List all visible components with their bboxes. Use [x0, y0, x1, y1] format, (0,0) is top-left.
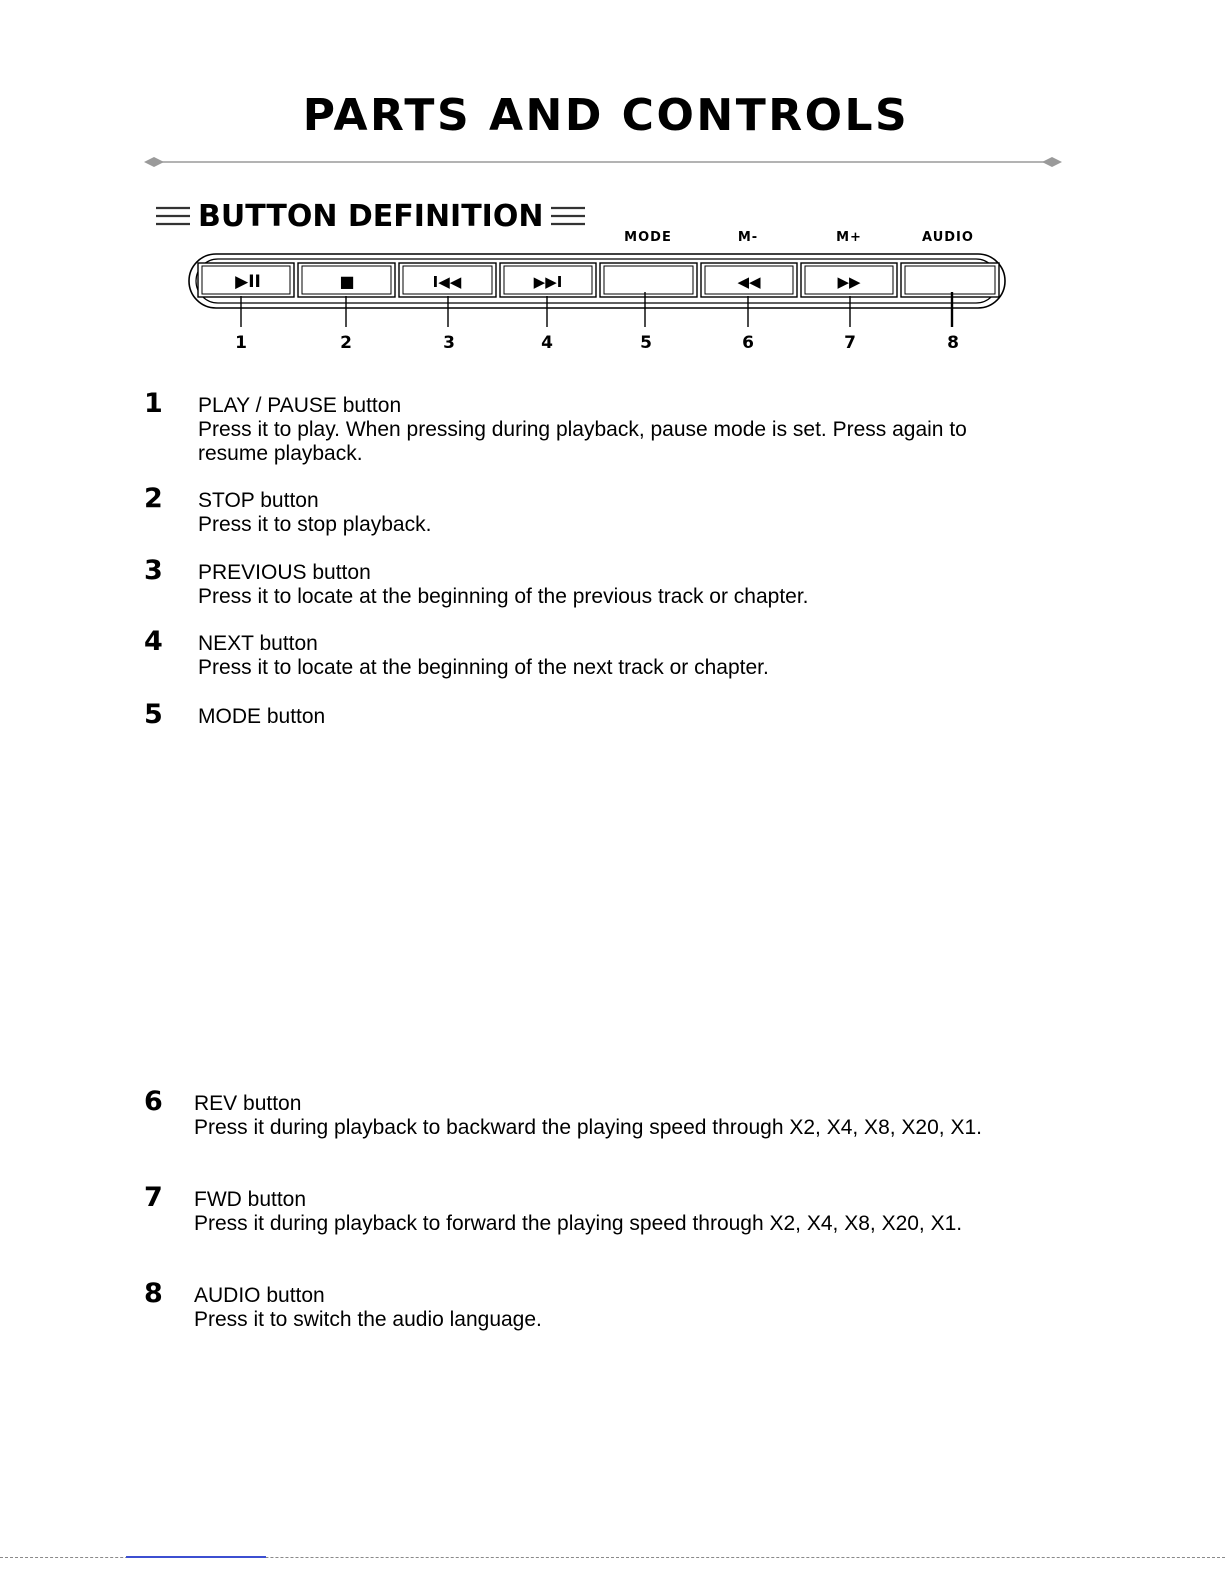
definition-number: 8 — [144, 1278, 163, 1309]
definition-description: Press it to play. When pressing during playback, pause mode is set. Press again to resume playback. — [198, 418, 967, 465]
rewind-icon: ◀◀ — [737, 273, 761, 291]
definition-name: AUDIO button — [194, 1284, 325, 1307]
definition-description: Press it to switch the audio language. — [194, 1308, 542, 1331]
definition-number: 7 — [144, 1182, 163, 1213]
callout-number-6: 6 — [742, 333, 754, 353]
panel-button-7 — [801, 263, 897, 297]
definition-name: FWD button — [194, 1188, 307, 1211]
definition-description: Press it during playback to backward the playing speed through X2, X4, X8, X20, X1. — [194, 1116, 982, 1139]
definition-number: 6 — [144, 1086, 163, 1117]
next-icon: ▶▶I — [533, 273, 563, 291]
callout-number-3: 3 — [443, 333, 455, 353]
previous-icon: I◀◀ — [432, 273, 462, 291]
callout-number-5: 5 — [640, 333, 652, 353]
footer-link-underline — [126, 1556, 266, 1558]
section-heading-label: BUTTON DEFINITION — [198, 198, 544, 234]
panel-button-8 — [901, 263, 999, 297]
definition-number: 3 — [144, 555, 163, 586]
button-panel — [0, 220, 1225, 370]
definition-name: NEXT button — [198, 632, 318, 655]
definition-description: Press it to stop playback. — [198, 513, 432, 536]
definition-name: MODE button — [198, 705, 326, 728]
panel-button-2 — [298, 263, 395, 297]
definition-name: PLAY / PAUSE button — [198, 394, 402, 417]
panel-button-6 — [701, 263, 797, 297]
definition-number: 2 — [144, 483, 163, 514]
definition-name: REV button — [194, 1092, 302, 1115]
callout-number-7: 7 — [844, 333, 856, 353]
definition-description: Press it to locate at the beginning of the next track or chapter. — [198, 656, 769, 679]
play-pause-icon: ▶II — [235, 272, 261, 292]
callout-number-8: 8 — [947, 333, 959, 353]
panel-button-1 — [198, 263, 294, 297]
panel-button-4 — [500, 263, 596, 297]
definition-description: Press it to locate at the beginning of the previous track or chapter. — [198, 585, 809, 608]
definition-number: 5 — [144, 699, 163, 730]
stop-icon: ■ — [339, 272, 355, 291]
callout-number-1: 1 — [235, 333, 247, 353]
title-divider — [142, 152, 1064, 172]
definition-name: PREVIOUS button — [198, 561, 371, 584]
label-m-plus: M+ — [836, 230, 862, 245]
label-m-minus: M- — [737, 230, 759, 245]
panel-button-5 — [600, 263, 697, 297]
panel-button-3 — [399, 263, 496, 297]
fast-forward-icon: ▶▶ — [837, 273, 861, 291]
page-title: PARTS AND CONTROLS — [302, 90, 910, 141]
callout-number-2: 2 — [340, 333, 352, 353]
callout-number-4: 4 — [541, 333, 553, 353]
definition-number: 4 — [144, 626, 163, 657]
definition-description: Press it during playback to forward the playing speed through X2, X4, X8, X20, X1. — [194, 1212, 963, 1235]
label-mode: MODE — [624, 230, 672, 245]
definition-number: 1 — [144, 388, 163, 419]
definition-name: STOP button — [198, 489, 319, 512]
label-audio: AUDIO — [922, 230, 974, 245]
